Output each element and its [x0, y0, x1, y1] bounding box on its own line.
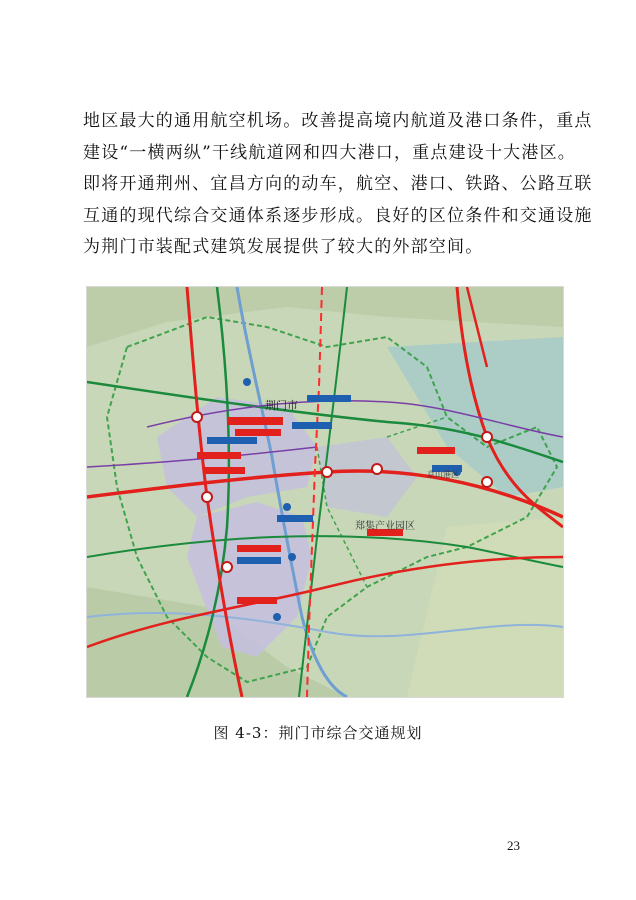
map-graphic	[87, 287, 563, 697]
paragraph-line: 地区最大的通用航空机场。改善提高境内航道及港口条件，重点	[83, 111, 593, 131]
label-zone: 郑集产业园区	[355, 521, 415, 532]
paragraph-line: 互通的现代综合交通体系逐步形成。良好的区位条件和交通设施	[83, 205, 593, 226]
paragraph-line: 建设“一横两纵”干线航道网和四大港口，重点建设十大港区。	[83, 142, 576, 163]
paragraph-line: 即将开通荆州、宜昌方向的动车，航空、港口、铁路、公路互联	[83, 174, 593, 194]
figure-caption: 图 4-3：荆门市综合交通规划	[213, 724, 423, 742]
paragraph-line: 为荆门市装配式建筑发展提供了较大的外部空间。	[83, 237, 484, 257]
transport-plan-map	[86, 286, 564, 698]
label-city: 荆门市	[265, 399, 298, 412]
label-jingshan: 京山港区	[427, 470, 459, 479]
page-number: 23	[507, 838, 520, 853]
body-paragraph	[83, 106, 593, 264]
